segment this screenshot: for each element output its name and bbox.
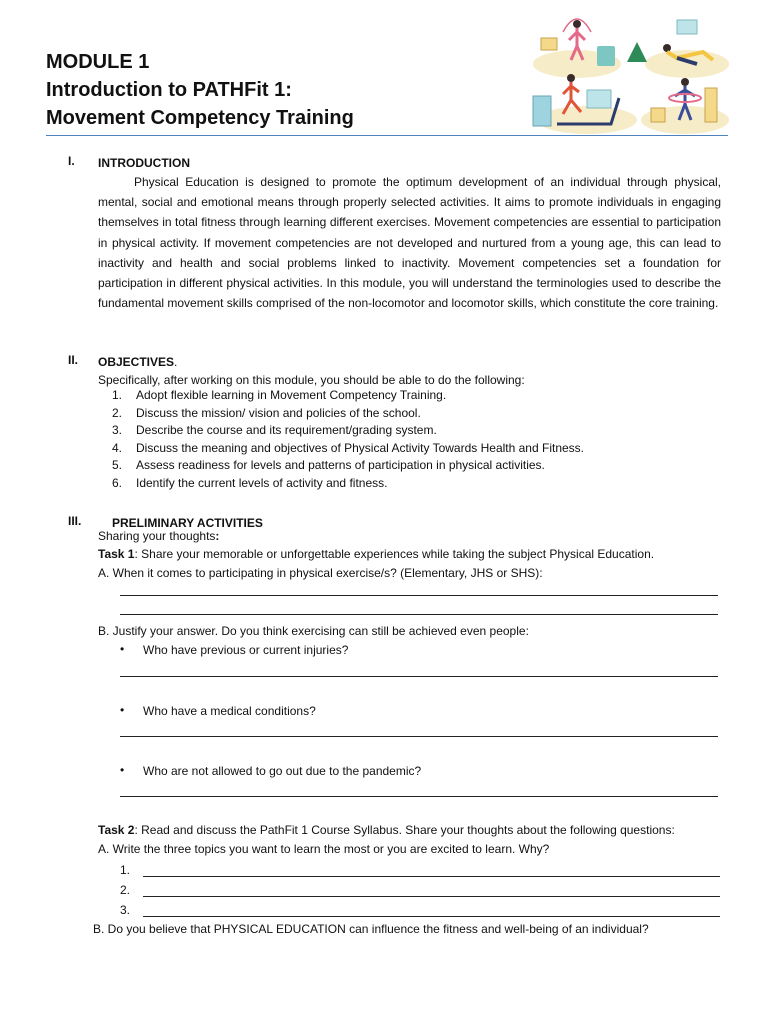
bullet-icon: • [120,763,125,777]
list-item: 4. Discuss the meaning and objectives of Physical Activity Towards Health and Fitness. [112,440,584,455]
answer-line[interactable] [120,736,718,737]
question-pandemic: Who are not allowed to go out due to the pandemic? [143,764,422,778]
section-heading-intro: INTRODUCTION [98,156,190,170]
task2-question-a: A. Write the three topics you want to learn the most or you are excited to learn. Why? [98,842,550,856]
objectives-heading-period: . [174,355,178,369]
answer-line[interactable] [120,614,718,615]
task2-line: Task 2: Read and discuss the PathFit 1 Course Syllabus. Share your thoughts about the following questions: [98,823,675,837]
topic-answer-line[interactable] [143,876,720,877]
topic-answer-line[interactable] [143,896,720,897]
task1-question-a: A. When it comes to participating in physical exercise/s? (Elementary, JHS or SHS): [98,566,543,580]
header-divider [46,135,728,136]
task1-line: Task 1: Share your memorable or unforgettable experiences while taking the subject Physical Education. [98,547,655,561]
module-topic: Movement Competency Training [46,107,354,129]
bullet-icon: • [120,703,125,717]
task1-question-b: B. Justify your answer. Do you think exercising can still be achieved even people: [98,624,529,638]
list-item: 6. Identify the current levels of activity and fitness. [112,475,388,490]
objectives-lead: Specifically, after working on this module, you should be able to do the following: [98,373,525,387]
module-title [46,48,354,132]
list-item: 5. Assess readiness for levels and patterns of participation in physical activities. [112,458,545,472]
list-item: 1. Adopt flexible learning in Movement Competency Training. [112,388,447,402]
section-heading-prelim: PRELIMINARY ACTIVITIES [112,516,263,530]
bullet-icon: • [120,642,125,656]
topic-number: 2. [120,883,131,897]
sharing-label: Sharing your thoughts: [98,529,220,543]
topic-answer-line[interactable] [143,916,720,917]
list-item: 3. Describe the course and its requirement/grading system. [112,423,437,437]
answer-line[interactable] [120,796,718,797]
section-number-objectives: II. [68,353,79,367]
module-label: MODULE 1 [46,51,150,73]
fitness-illustration [527,12,731,134]
objectives-heading-text: OBJECTIVES [98,355,175,369]
topic-number: 1. [120,863,131,877]
module-subtitle: Introduction to PATHFit 1: [46,79,292,101]
answer-line[interactable] [120,676,718,677]
intro-paragraph: Physical Education is designed to promote the optimum development of an individual through physical, mental, social and emotional means through properly selected activities. It aims to promote individuals in engaging themselves in total fitness through learning different exercises. Movement competencies are essential to participation in physical activity. If movement competencies are not developed and nurtured from a young age, this can lead to inactivity and health and social problems linked to inactivity. Movement competencies set a foundation for participation in different physical activities. In this module, you will understand the terminologies used to describe the fundamental movement skills comprised of the non-locomotor and locomotor skills, which constitute the core training. [98,175,721,311]
task2-question-b: B. Do you believe that PHYSICAL EDUCATION can influence the fitness and well-being of an individual? [93,922,649,936]
answer-line[interactable] [120,595,718,596]
list-item: 2. Discuss the mission/ vision and policies of the school. [112,405,421,420]
question-injuries: Who have previous or current injuries? [143,643,349,657]
topic-number: 3. [120,903,131,917]
objectives-list [112,387,584,492]
question-medical: Who have a medical conditions? [143,704,316,718]
section-heading-objectives [98,353,177,372]
section-number-intro: I. [68,154,75,168]
section-number-prelim: III. [68,514,82,528]
